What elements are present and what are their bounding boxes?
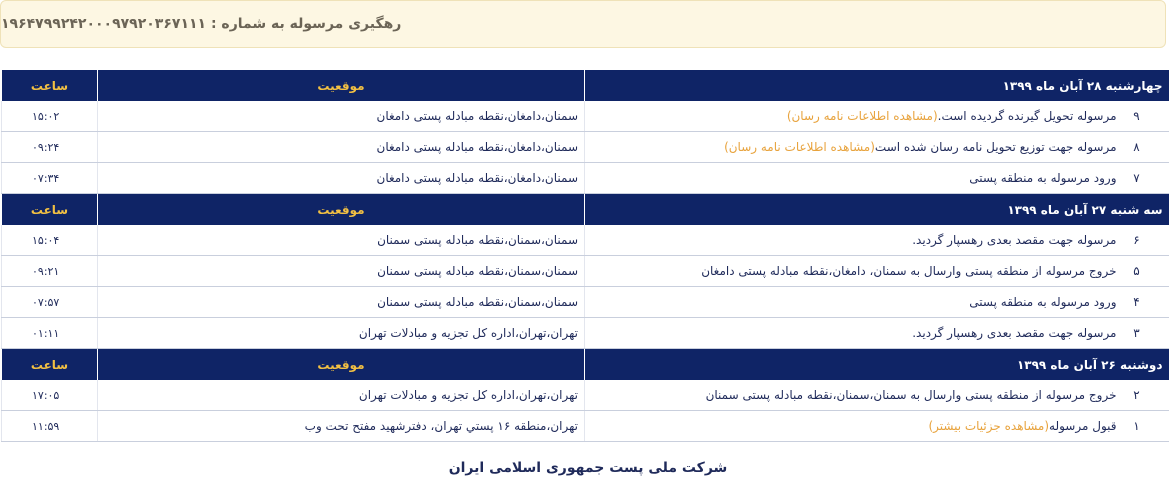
event-time: ۱۷:۰۵ xyxy=(2,380,98,411)
event-description: مرسوله تحویل گیرنده گردیده است. xyxy=(937,109,1117,123)
time-column-header: ساعت xyxy=(2,70,98,101)
event-number: ۸ xyxy=(1133,140,1140,154)
tracking-table-container xyxy=(1,70,1168,442)
event-description: مرسوله جهت توزیع تحویل نامه رسان شده است xyxy=(874,140,1117,154)
tracking-table xyxy=(1,70,1169,442)
event-time: ۰۱:۱۱ xyxy=(2,318,98,349)
day-header-row xyxy=(2,349,1169,381)
event-row xyxy=(2,163,1169,194)
event-description: مرسوله جهت مقصد بعدی رهسپار گردید. xyxy=(912,233,1117,247)
event-number: ۶ xyxy=(1133,233,1140,247)
event-description: مرسوله جهت مقصد بعدی رهسپار گردید. xyxy=(912,326,1117,340)
event-description: ورود مرسوله به منطقه پستی xyxy=(969,171,1117,185)
event-number: ۳ xyxy=(1133,326,1140,340)
day-date: سه شنبه ۲۷ آبان ماه ۱۳۹۹ xyxy=(585,194,1169,226)
day-date: دوشنبه ۲۶ آبان ماه ۱۳۹۹ xyxy=(585,349,1169,381)
location-column-header: موقعیت xyxy=(98,349,585,381)
event-time: ۱۵:۰۲ xyxy=(2,101,98,132)
event-time: ۰۷:۳۴ xyxy=(2,163,98,194)
event-location: تهران،تهران،اداره کل تجزیه و مبادلات تهران xyxy=(98,318,585,349)
event-time: ۱۵:۰۴ xyxy=(2,225,98,256)
tracking-header xyxy=(0,0,1166,48)
event-location: تهران،منطقه ۱۶ پستي تهران، دفترشهید مفتح تحت وب xyxy=(98,411,585,442)
event-cell xyxy=(585,132,1169,163)
event-location: سمنان،سمنان،نقطه مبادله پستی سمنان xyxy=(98,287,585,318)
event-description: قبول مرسوله xyxy=(1049,419,1117,433)
event-row xyxy=(2,287,1169,318)
tracking-title: رهگیری مرسوله به شماره : ۱۹۶۴۷۹۹۲۴۲۰۰۰۹۷۹۲۰۳۶۷۱۱۱ xyxy=(1,16,402,32)
event-description: ورود مرسوله به منطقه پستی xyxy=(969,295,1117,309)
event-description: خروج مرسوله از منطقه پستی وارسال به سمنان، دامغان،نقطه مبادله پستی دامغان xyxy=(701,264,1117,278)
event-number: ۱ xyxy=(1133,419,1140,433)
event-row xyxy=(2,101,1169,132)
event-location: سمنان،سمنان،نقطه مبادله پستی سمنان xyxy=(98,256,585,287)
event-time: ۱۱:۵۹ xyxy=(2,411,98,442)
event-cell xyxy=(585,287,1169,318)
event-row xyxy=(2,380,1169,411)
event-time: ۰۹:۲۴ xyxy=(2,132,98,163)
event-row xyxy=(2,318,1169,349)
event-location: سمنان،دامغان،نقطه مبادله پستی دامغان xyxy=(98,132,585,163)
time-column-header: ساعت xyxy=(2,349,98,381)
event-row xyxy=(2,256,1169,287)
event-cell xyxy=(585,225,1169,256)
day-header-row xyxy=(2,70,1169,101)
tracking-table-body xyxy=(2,70,1169,442)
event-cell xyxy=(585,163,1169,194)
event-cell xyxy=(585,380,1169,411)
event-time: ۰۹:۲۱ xyxy=(2,256,98,287)
location-column-header: موقعیت xyxy=(98,194,585,226)
event-row xyxy=(2,225,1169,256)
event-cell xyxy=(585,411,1169,442)
event-row xyxy=(2,411,1169,442)
event-number: ۵ xyxy=(1133,264,1140,278)
event-number: ۴ xyxy=(1133,295,1140,309)
event-location: تهران،تهران،اداره کل تجزیه و مبادلات تهران xyxy=(98,380,585,411)
event-description: خروج مرسوله از منطقه پستی وارسال به سمنان،سمنان،نقطه مبادله پستی سمنان xyxy=(705,388,1117,402)
time-column-header: ساعت xyxy=(2,194,98,226)
event-cell xyxy=(585,318,1169,349)
details-link[interactable]: (مشاهده جزئیات بیشتر) xyxy=(928,419,1050,433)
event-number: ۹ xyxy=(1133,109,1140,123)
event-number: ۷ xyxy=(1133,171,1140,185)
details-link[interactable]: (مشاهده اطلاعات نامه رسان) xyxy=(786,109,938,123)
event-time: ۰۷:۵۷ xyxy=(2,287,98,318)
event-cell xyxy=(585,256,1169,287)
event-location: سمنان،سمنان،نقطه مبادله پستی سمنان xyxy=(98,225,585,256)
footer-company-name: شرکت ملی پست جمهوری اسلامی ایران xyxy=(448,460,728,476)
day-date: چهارشنبه ۲۸ آبان ماه ۱۳۹۹ xyxy=(585,70,1169,101)
day-header-row xyxy=(2,194,1169,226)
details-link[interactable]: (مشاهده اطلاعات نامه رسان) xyxy=(724,140,875,154)
event-location: سمنان،دامغان،نقطه مبادله پستی دامغان xyxy=(98,163,585,194)
event-cell xyxy=(585,101,1169,132)
location-column-header: موقعیت xyxy=(98,70,585,101)
event-row xyxy=(2,132,1169,163)
event-number: ۲ xyxy=(1133,388,1140,402)
event-location: سمنان،دامغان،نقطه مبادله پستی دامغان xyxy=(98,101,585,132)
